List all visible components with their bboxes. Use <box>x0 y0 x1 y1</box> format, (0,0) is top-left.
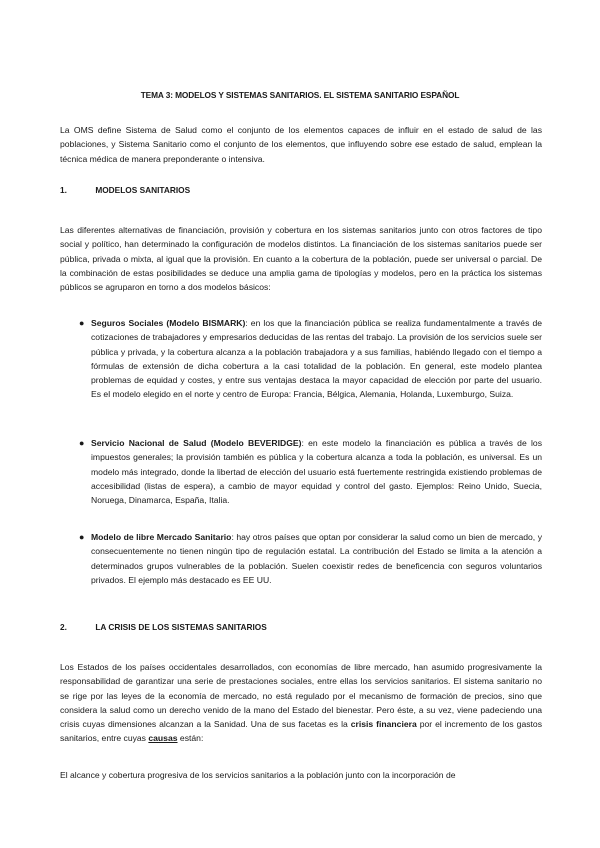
bullet-icon: ● <box>79 438 85 448</box>
bullet-bold-term: Seguros Sociales (Modelo BISMARK) <box>91 318 246 328</box>
bullet-item <box>79 436 542 507</box>
section-1-number: 1. <box>60 185 67 195</box>
section-2-last-line: El alcance y cobertura progresiva de los servicios sanitarios a la población junto con la incorporación de <box>60 770 456 780</box>
section-1-title: MODELOS SANITARIOS <box>95 185 191 195</box>
bullet-bold-term: Modelo de libre Mercado Sanitario <box>91 532 232 542</box>
bullet-bold-term: Servicio Nacional de Salud (Modelo BEVERIDGE) <box>91 438 302 448</box>
underlined-term: causas <box>148 733 178 744</box>
paragraph-text: Los Estados de los países occidentales desarrollados, con economías de libre mercado, han asumido progresivamente la responsabilidad de garantizar una serie de prestaciones sociales, entre ellas los servicios sanitarios. El sistema sanitario no se rige por las leyes de la economía de mercado, no está regulado por el mecanismo de formación de precios, sino que considera la salud como un derecho venido de la mano del Estado del bienestar. Pero éste, a su vez, viene padeciendo una crisis cuyas dimensiones alcanzan a la Sanidad. Una de sus facetas es la <box>60 662 542 730</box>
section-2-heading <box>60 622 267 632</box>
paragraph-text: están: <box>177 733 204 744</box>
bullet-icon: ● <box>79 318 85 328</box>
bullet-item <box>79 530 542 587</box>
bullet-item <box>79 316 543 402</box>
intro-paragraph: La OMS define Sistema de Salud como el conjunto de los elementos capaces de influir en el estado de salud de las poblaciones, y Sistema Sanitario como el conjunto de los elementos, que influyendo sobre ese estado de salud, emplean la técnica médica de manera preponderante o intensiva. <box>60 125 542 164</box>
section-2-title: LA CRISIS DE LOS SISTEMAS SANITARIOS <box>95 622 267 632</box>
section-1-paragraph: Las diferentes alternativas de financiación, provisión y cobertura en los sistemas sanitarios junto con otros factores de tipo social y político, han determinado la configuración de modelos distintos. La financiación de los sistemas sanitarios puede ser pública, privada o mixta, al igual que la provisión. En cuanto a la cobertura de la población, puede ser universal o parcial. De la combinación de estas posibilidades se deduce una amplia gama de tipologías y modelos, pero en la práctica los sistemas públicos se agruparon en torno a dos modelos básicos: <box>60 225 542 293</box>
bold-term: crisis financiera <box>350 719 417 730</box>
bullet-text: : en este modelo la financiación es pública a través de los impuestos generales; la provisión también es pública y la cobertura alcanza a toda la población, es universal. Es un modelo más integrado, donde la libertad de elección del usuario está fuertemente restringida existiendo problemas de accesibilidad (listas de espera), a cambio de mayor equidad y control del gasto. Ejemplos: Reino Unido, Suecia, Noruega, Dinamarca, España, Italia. <box>91 438 542 506</box>
section-2-number: 2. <box>60 622 67 632</box>
bullet-text: : hay otros países que optan por considerar la salud como un bien de mercado, y consecuentemente no tienen ningún tipo de regulación estatal. La contribución del Estado se limita a la atención a determinados grupos vulnerables de la población. Suelen coexistir redes de beneficencia con seguros voluntarios privados. El ejemplo más destacado es EE UU. <box>91 532 542 585</box>
bullet-icon: ● <box>79 532 85 542</box>
bullet-text: : en los que la financiación pública se realiza fundamentalmente a través de cotizaciones de trabajadores y empresarios deducidas de las rentas del trabajo. La provisión de los servicios suele ser pública y privada, y la cobertura alcanza a la población trabajadora y a sus familias, habiéndo llegado con el tiempo a fórmulas de extensión de dicha cobertura a la casi totalidad de la población. En general, este modelo plantea problemas de equidad y costes, y entre sus ventajas destaca la mayor capacidad de elección por parte del usuario. Es el modelo elegido en el norte y centro de Europa: Francia, Bélgica, Alemania, Holanda, Luxemburgo, Suiza. <box>91 318 543 400</box>
section-1-heading <box>60 185 190 195</box>
paragraph-text: por el incremento de los gastos sanitarios, entre cuyas <box>60 719 542 744</box>
section-2-paragraph <box>60 660 542 746</box>
document-title: TEMA 3: MODELOS Y SISTEMAS SANITARIOS. EL SISTEMA SANITARIO ESPAÑOL <box>140 90 460 100</box>
